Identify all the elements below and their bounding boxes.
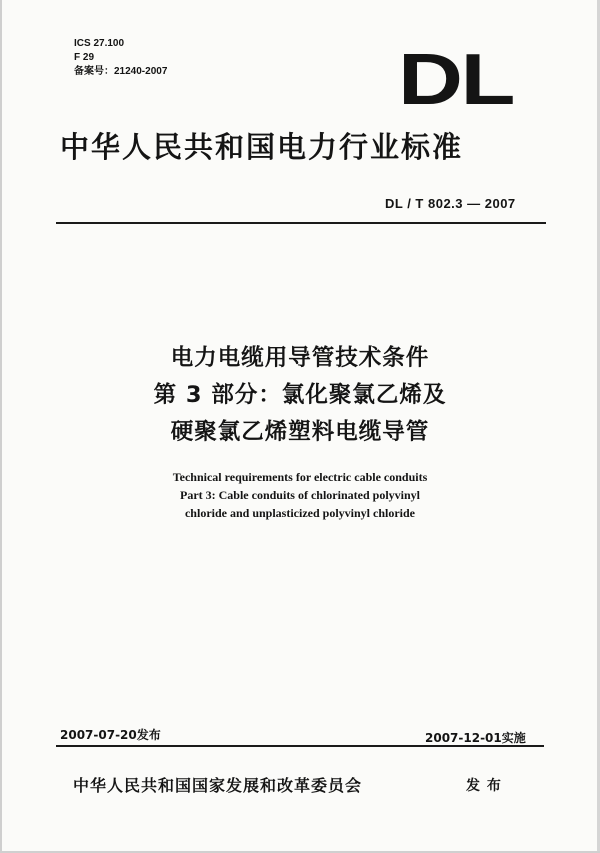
title-cn-line2: 第 3 部分：氯化聚氯乙烯及 (153, 382, 447, 408)
publish-label: 发 布 (466, 778, 502, 794)
title-en-line2: Part 3: Cable conduits of chlorinated polyvinyl (179, 488, 420, 502)
class-code: F 29 (74, 52, 95, 63)
publish-date: 2007-07-20发布 (60, 728, 161, 742)
ics-code: ICS 27.100 (74, 38, 125, 49)
footer-rule (56, 745, 544, 747)
title-cn-line3: 硬聚氯乙烯塑料电缆导管 (170, 419, 430, 445)
standard-number: DL / T 802.3 — 2007 (385, 196, 516, 211)
title-cn-line1: 电力电缆用导管技术条件 (170, 345, 430, 371)
record-number: 备案号：21240-2007 (74, 66, 168, 77)
standard-title: 中华人民共和国电力行业标准 (60, 130, 464, 164)
dl-logo: DL (398, 40, 513, 120)
title-en-line1: Technical requirements for electric cable conduits (172, 470, 428, 484)
title-en-line3: chloride and unplasticized polyvinyl chloride (184, 506, 416, 520)
implement-date: 2007-12-01实施 (425, 731, 526, 745)
header-rule (56, 222, 546, 224)
issuer-name: 中华人民共和国国家发展和改革委员会 (73, 776, 363, 795)
